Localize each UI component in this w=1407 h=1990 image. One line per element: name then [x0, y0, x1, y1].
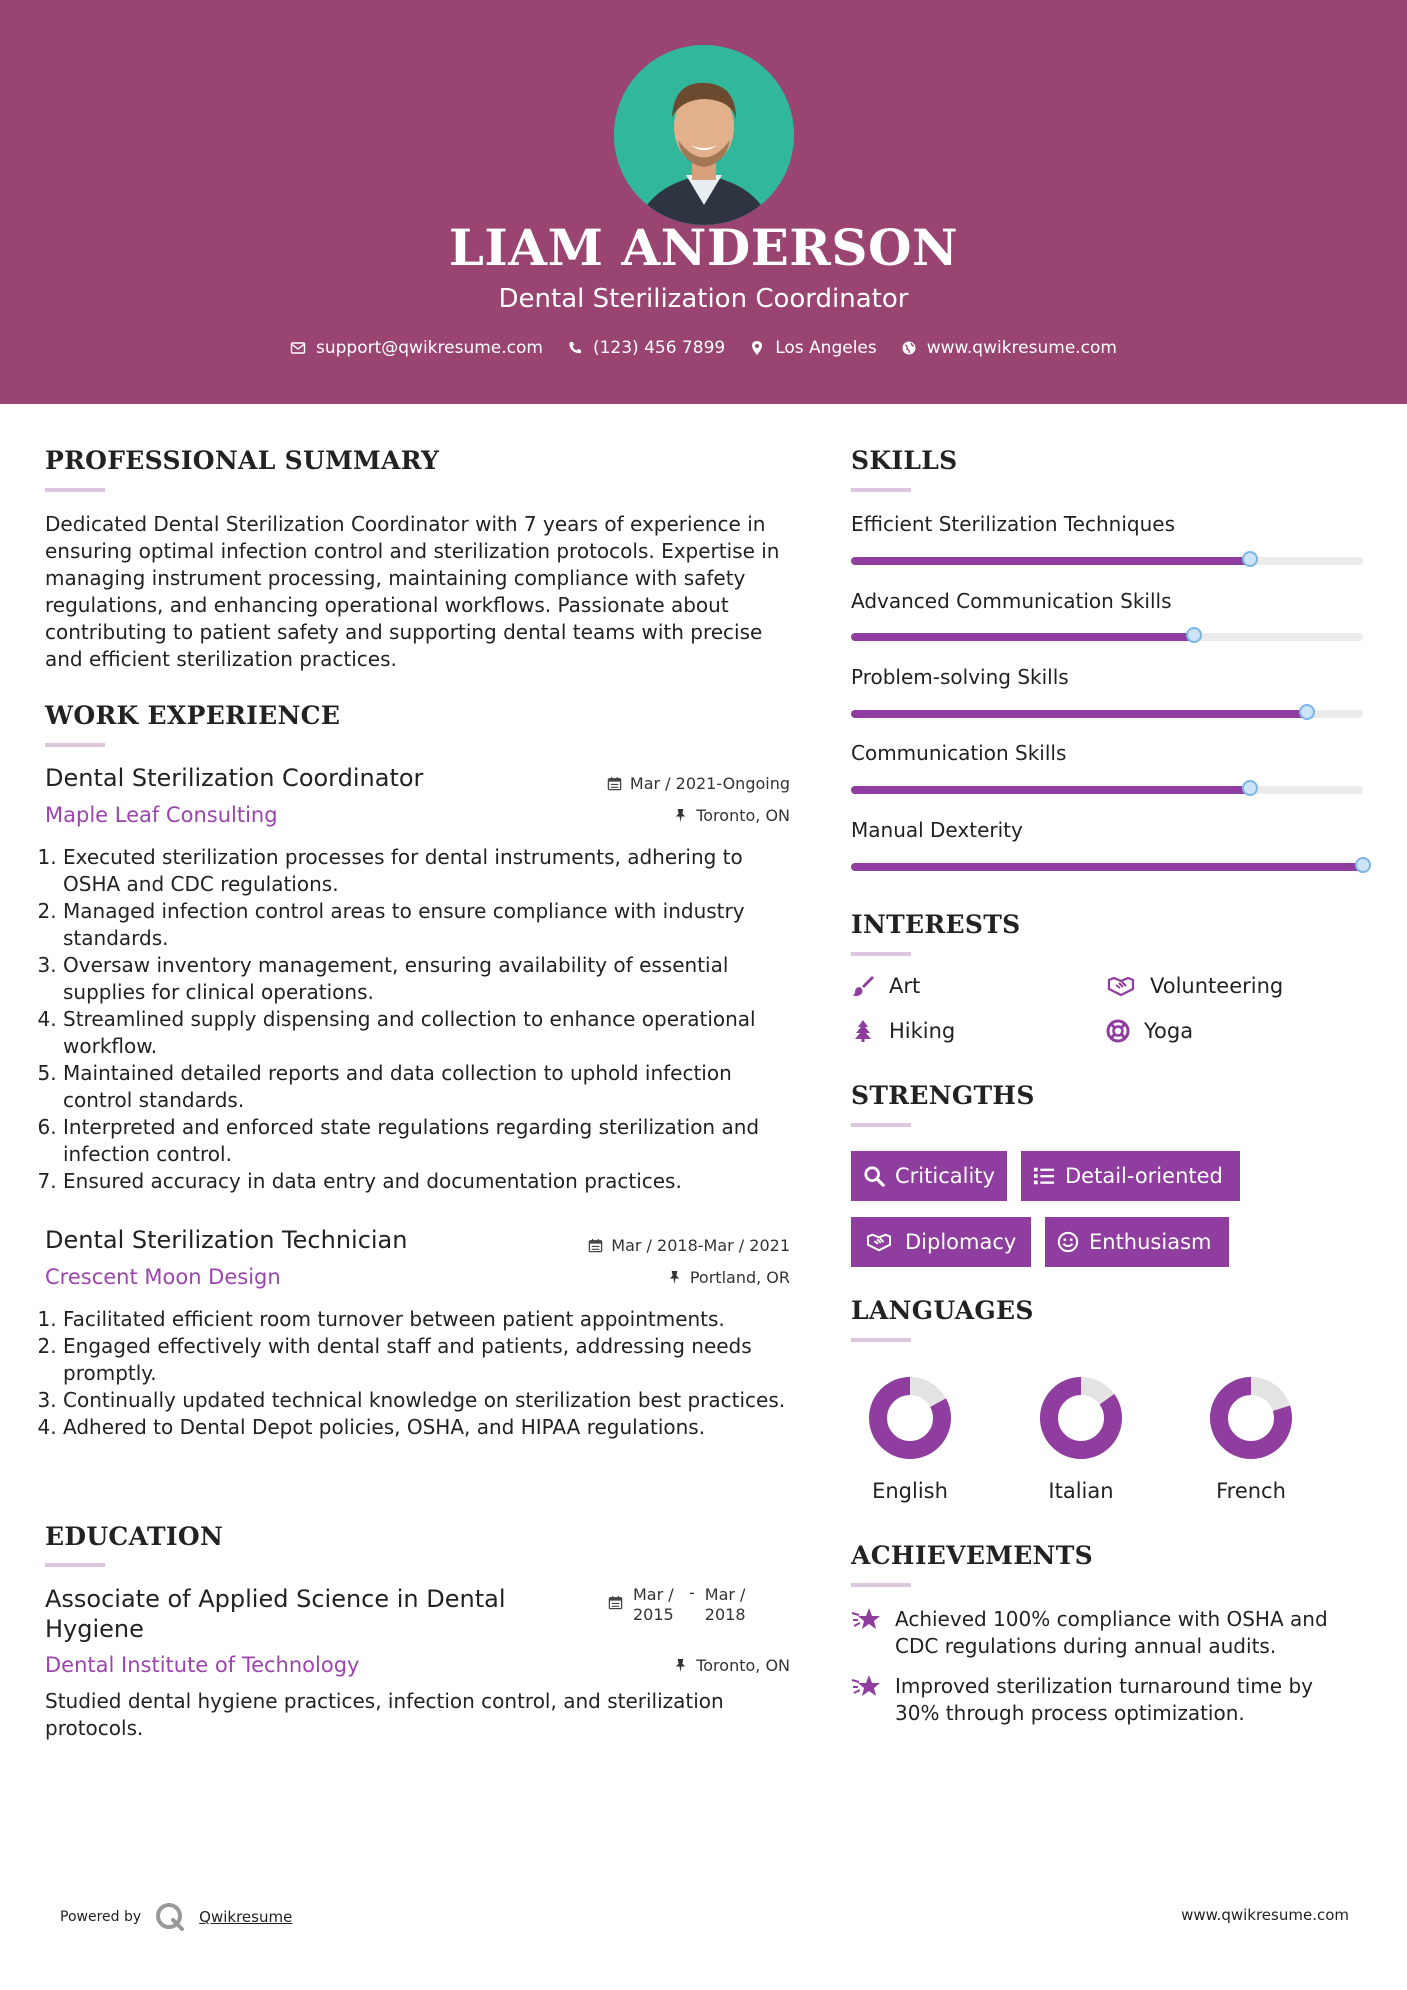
job-location	[560, 806, 790, 825]
skill-name: Manual Dexterity	[851, 818, 1023, 842]
education-heading: EDUCATION	[45, 1522, 224, 1551]
summary-heading: PROFESSIONAL SUMMARY	[45, 446, 440, 475]
achievement-text: Achieved 100% compliance with OSHA and CDC regulations during annual audits.	[895, 1607, 1328, 1658]
education-text: Studied dental hygiene practices, infection control, and sterilization protocols.	[45, 1689, 724, 1740]
qwikresume-logo-icon	[155, 1902, 185, 1932]
list-item: 3. Continually updated technical knowledge on sterilization best practices.	[63, 1387, 803, 1414]
strength-label: Enthusiasm	[1089, 1230, 1212, 1254]
profile-photo	[614, 45, 794, 225]
language-donut	[865, 1373, 955, 1463]
interest-item	[851, 1019, 955, 1043]
achievement-text: Improved sterilization turnaround time by 30% through process optimization.	[895, 1674, 1313, 1725]
skill-bar-fill	[851, 557, 1250, 565]
list-item: 1. Facilitated efficient room turnover between patient appointments.	[63, 1306, 803, 1333]
skill-name: Efficient Sterilization Techniques	[851, 512, 1175, 536]
skill-bar-knob	[1355, 857, 1371, 873]
skill-bar-fill	[851, 863, 1363, 871]
education-location-text: Toronto, ON	[696, 1656, 790, 1675]
handshake-icon	[863, 1231, 895, 1253]
search-icon	[863, 1165, 885, 1187]
interest-item	[1106, 974, 1283, 998]
avatar	[614, 45, 794, 225]
calendar-icon	[588, 1238, 603, 1253]
language-label: English	[872, 1479, 948, 1503]
skill-bar	[851, 710, 1363, 718]
job-date	[560, 774, 790, 793]
skill-name: Advanced Communication Skills	[851, 589, 1172, 613]
skill-bar-knob	[1242, 780, 1258, 796]
list-icon	[1033, 1165, 1055, 1187]
skill-bar-knob	[1186, 627, 1202, 643]
achievements-heading: ACHIEVEMENTS	[851, 1541, 1093, 1570]
list-item: 6. Interpreted and enforced state regulations regarding sterilization and infection control.	[63, 1114, 803, 1168]
footer-website[interactable]: www.qwikresume.com	[1181, 1906, 1349, 1924]
skill-name: Communication Skills	[851, 741, 1067, 765]
contact-website[interactable]	[901, 338, 1117, 358]
skill-bar	[851, 786, 1363, 794]
interest-label: Art	[889, 974, 921, 998]
footer-powered-by	[60, 1902, 292, 1932]
strength-chip	[851, 1217, 1031, 1267]
powered-by-text: Powered by	[60, 1909, 142, 1925]
contact-location	[749, 338, 877, 358]
language-donut	[1206, 1373, 1296, 1463]
smile-icon	[1057, 1231, 1079, 1253]
summary-underline	[45, 488, 105, 492]
skill-name: Problem-solving Skills	[851, 665, 1069, 689]
job-duties-list	[45, 844, 803, 1195]
skill-bar	[851, 557, 1363, 565]
contact-phone-text: (123) 456 7899	[592, 338, 726, 358]
achievement-item	[851, 1673, 1361, 1727]
company-name[interactable]: Crescent Moon Design	[45, 1265, 281, 1289]
list-item: 2. Managed infection control areas to ensure compliance with industry standards.	[63, 898, 803, 952]
map-pin-icon	[749, 340, 765, 356]
star-shooting-icon	[851, 1604, 881, 1634]
list-item: 7. Ensured accuracy in data entry and documentation practices.	[63, 1168, 803, 1195]
handshake-icon	[1106, 974, 1136, 998]
pushpin-icon	[667, 1270, 682, 1285]
interest-label: Hiking	[889, 1019, 956, 1043]
education-date	[608, 1585, 751, 1625]
job-date-text: Mar / 2018-Mar / 2021	[611, 1236, 790, 1255]
job-duties-list	[45, 1306, 803, 1441]
qwikresume-link[interactable]: Qwikresume	[199, 1908, 293, 1926]
contact-location-text: Los Angeles	[775, 338, 877, 358]
list-item: 4. Adhered to Dental Depot policies, OSHA, and HIPAA regulations.	[63, 1414, 803, 1441]
job-location-text: Toronto, ON	[696, 806, 790, 825]
skill-bar-fill	[851, 633, 1194, 641]
skill-bar	[851, 863, 1363, 871]
company-name[interactable]: Maple Leaf Consulting	[45, 803, 278, 827]
experience-heading: WORK EXPERIENCE	[45, 701, 341, 730]
pushpin-icon	[673, 1658, 688, 1673]
list-item: 5. Maintained detailed reports and data collection to uphold infection control standards.	[63, 1060, 803, 1114]
languages-underline	[851, 1338, 911, 1342]
list-item: 2. Engaged effectively with dental staff and patients, addressing needs promptly.	[63, 1333, 803, 1387]
header	[0, 0, 1407, 404]
candidate-role: Dental Sterilization Coordinator	[498, 284, 909, 314]
education-underline	[45, 1563, 105, 1567]
job-location	[560, 1268, 790, 1287]
strength-chip	[1021, 1151, 1240, 1201]
job-date-text: Mar / 2021-Ongoing	[629, 774, 790, 793]
candidate-name: LIAM ANDERSON	[448, 218, 959, 277]
skills-underline	[851, 488, 911, 492]
tree-icon	[851, 1019, 875, 1043]
contact-email[interactable]	[290, 338, 543, 358]
interests-heading: INTERESTS	[851, 910, 1021, 939]
paintbrush-icon	[851, 974, 875, 998]
summary-text: Dedicated Dental Sterilization Coordinator with 7 years of experience in ensuring optimal infection control and sterilization protocols. Expertise in managing instrument processing, maintaining compliance with safety regulations, and enhancing operational workflows. Passionate about contributing to patient safety and supporting dental teams with precise and efficient sterilization practices.	[45, 512, 780, 671]
strengths-heading: STRENGTHS	[851, 1081, 1035, 1110]
strength-chip	[1045, 1217, 1229, 1267]
pushpin-icon	[673, 808, 688, 823]
strengths-underline	[851, 1123, 911, 1127]
contact-email-text: support@qwikresume.com	[316, 338, 543, 358]
job-title: Dental Sterilization Coordinator	[45, 764, 424, 792]
list-item: 4. Streamlined supply dispensing and collection to enhance operational workflow.	[63, 1006, 803, 1060]
skill-bar-fill	[851, 710, 1307, 718]
strength-chip	[851, 1151, 1007, 1201]
strength-label: Diplomacy	[905, 1230, 1017, 1254]
skill-bar-knob	[1242, 551, 1258, 567]
list-item: 3. Oversaw inventory management, ensuring availability of essential supplies for clinical operations.	[63, 952, 803, 1006]
interest-item	[1106, 1019, 1193, 1043]
school-name[interactable]: Dental Institute of Technology	[45, 1653, 360, 1677]
education-date-end: Mar / 2018	[704, 1585, 746, 1624]
achievement-item	[851, 1606, 1361, 1660]
job-location-text: Portland, OR	[689, 1268, 790, 1287]
interest-label: Volunteering	[1150, 974, 1284, 998]
strength-label: Detail-oriented	[1065, 1164, 1223, 1188]
education-location	[560, 1656, 790, 1675]
skills-heading: SKILLS	[851, 446, 958, 475]
lifebuoy-icon	[1106, 1019, 1130, 1043]
language-label: Italian	[1048, 1479, 1114, 1503]
degree-title: Associate of Applied Science in Dental Hygiene	[45, 1585, 506, 1643]
interests-underline	[851, 952, 911, 956]
language-label: French	[1216, 1479, 1286, 1503]
strength-label: Criticality	[895, 1164, 995, 1188]
interest-label: Yoga	[1144, 1019, 1194, 1043]
education-date-start: Mar / 2015	[633, 1585, 674, 1624]
language-donut	[1036, 1373, 1126, 1463]
interest-item	[851, 974, 920, 998]
star-shooting-icon	[851, 1671, 881, 1701]
contact-phone[interactable]	[567, 338, 725, 358]
job-date	[540, 1236, 790, 1255]
skill-bar-fill	[851, 786, 1250, 794]
achievements-underline	[851, 1583, 911, 1587]
globe-icon	[901, 340, 917, 356]
list-item: 1. Executed sterilization processes for dental instruments, adhering to OSHA and CDC regulations.	[63, 844, 803, 898]
job-title: Dental Sterilization Technician	[45, 1226, 408, 1254]
phone-icon	[567, 340, 583, 356]
date-separator: -	[689, 1583, 695, 1602]
contact-website-text: www.qwikresume.com	[926, 338, 1117, 358]
languages-heading: LANGUAGES	[851, 1296, 1034, 1325]
skill-bar-knob	[1299, 704, 1315, 720]
calendar-icon	[608, 1595, 623, 1610]
skill-bar	[851, 633, 1363, 641]
contact-bar	[0, 338, 1407, 358]
calendar-icon	[607, 776, 622, 791]
envelope-icon	[290, 340, 306, 356]
experience-underline	[45, 743, 105, 747]
